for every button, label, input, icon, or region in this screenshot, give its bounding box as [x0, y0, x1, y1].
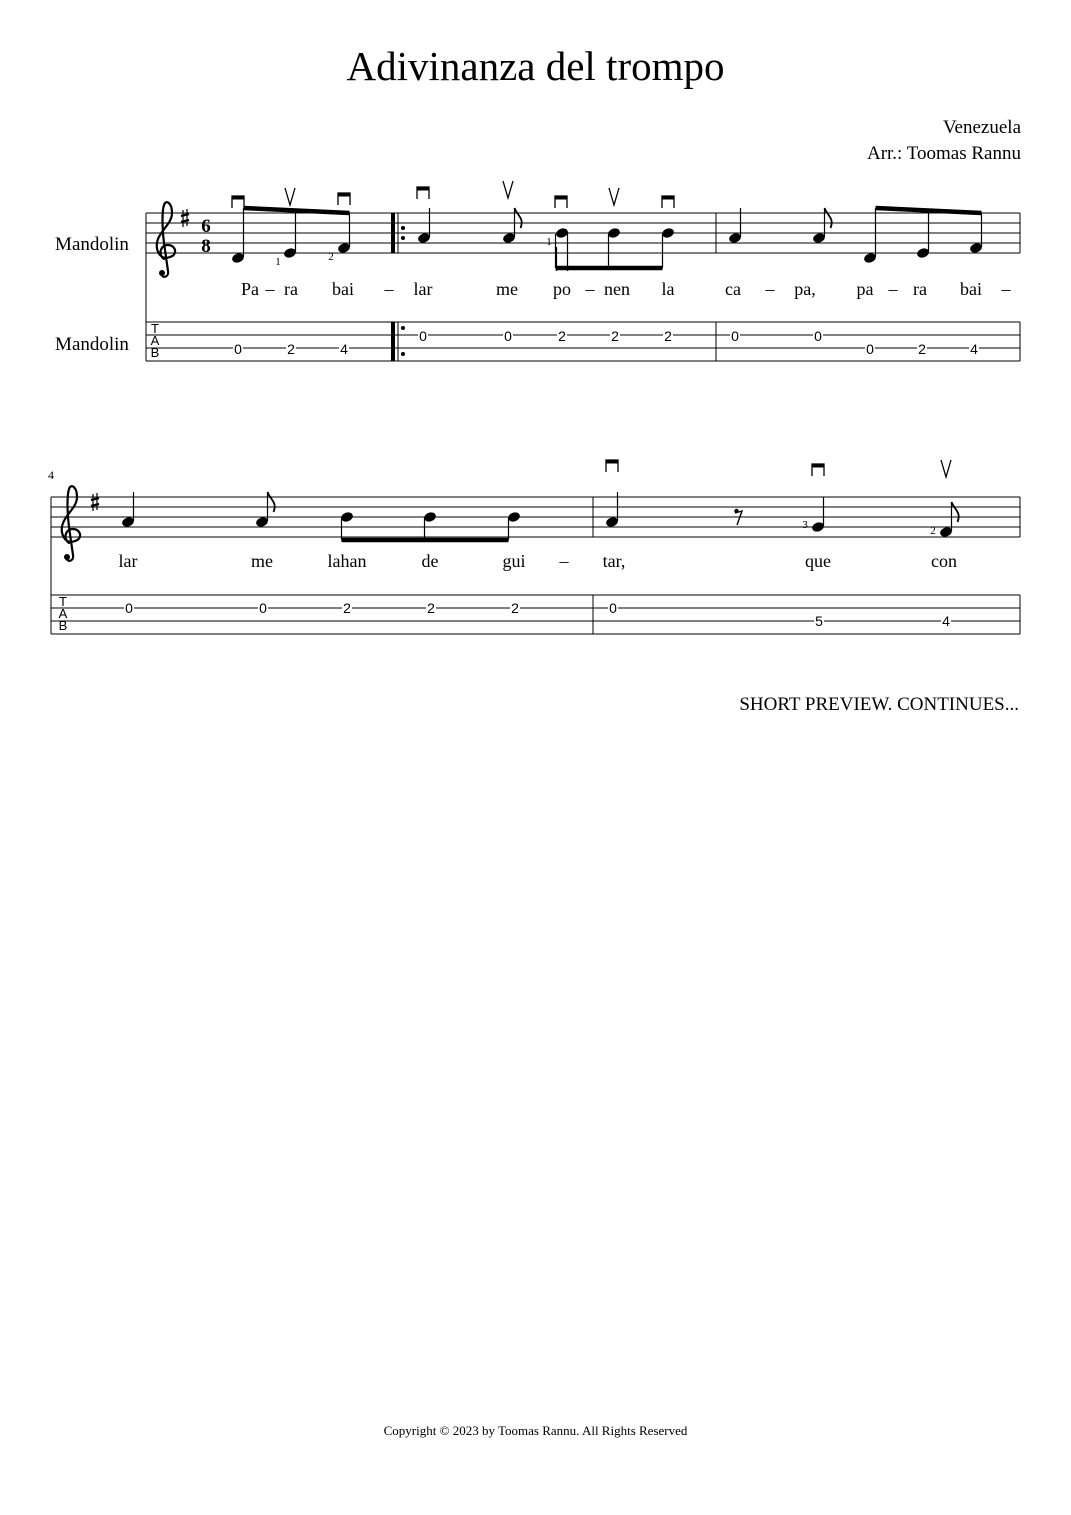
repeat-dot: [401, 226, 405, 230]
time-signature-numerator: 6: [201, 216, 211, 237]
down-bow-icon: [606, 460, 618, 472]
tab-number: 2: [511, 600, 519, 616]
lyric-syllable: lahan: [327, 551, 367, 571]
preview-note: SHORT PREVIEW. CONTINUES...: [739, 694, 1019, 715]
tab-number: 0: [259, 600, 267, 616]
tab-clef-t: T: [59, 594, 67, 609]
up-bow-icon: [941, 460, 951, 477]
lyric-hyphen: –: [559, 551, 569, 571]
copyright-notice: Copyright © 2023 by Toomas Rannu. All Rights Reserved: [383, 1423, 688, 1438]
lyric-syllable: ca: [725, 279, 741, 299]
page-title: Adivinanza del trompo: [346, 43, 725, 89]
lyric-hyphen: –: [765, 279, 775, 299]
lyric-syllable: pa,: [794, 279, 816, 299]
tab-number: 0: [504, 328, 512, 344]
time-signature-denominator: 8: [201, 236, 211, 257]
lyric-hyphen: –: [1001, 279, 1011, 299]
fingering: 2: [930, 525, 936, 537]
score: [0, 0, 1071, 700]
tab-number: 4: [970, 341, 978, 357]
tab-number: 0: [866, 341, 874, 357]
tab-number: 5: [815, 613, 823, 629]
up-bow-icon: [285, 188, 295, 205]
instrument-label-staff: Mandolin: [55, 234, 129, 255]
lyric-hyphen: –: [585, 279, 595, 299]
sharp-icon: [181, 209, 189, 227]
lyric-syllable: de: [421, 551, 439, 571]
composer-credit: Venezuela: [942, 117, 1021, 138]
measure-number: 4: [48, 468, 54, 482]
tab-number: 2: [664, 328, 672, 344]
note-flag: [268, 492, 275, 512]
down-bow-icon: [662, 196, 674, 208]
lyric-syllable: lar: [413, 279, 433, 299]
tab-number: 2: [611, 328, 619, 344]
tab-number: 2: [427, 600, 435, 616]
tab-number: 2: [343, 600, 351, 616]
down-bow-icon: [338, 193, 350, 205]
lyric-hyphen: –: [888, 279, 898, 299]
fingering: 1: [275, 256, 281, 268]
repeat-dot: [401, 236, 405, 240]
lyric-syllable: me: [496, 279, 518, 299]
tab-clef-a: A: [150, 333, 160, 348]
up-bow-icon: [609, 188, 619, 205]
lyric-syllable: tar,: [602, 551, 626, 571]
tab-number: 4: [340, 341, 348, 357]
tab-number: 0: [814, 328, 822, 344]
lyric-syllable: me: [251, 551, 273, 571]
tab-clef-b: B: [150, 345, 160, 360]
note-flag: [515, 208, 522, 228]
note-flag: [825, 208, 832, 228]
tab-number: 0: [234, 341, 242, 357]
lyric-syllable: ra: [284, 279, 298, 299]
fingering: 3: [802, 519, 808, 531]
beam: [876, 208, 982, 213]
lyric-syllable: nen: [604, 279, 630, 299]
up-bow-icon: [503, 181, 513, 198]
down-bow-icon: [555, 196, 567, 208]
tab-number: 2: [918, 341, 926, 357]
tab-number: 0: [609, 600, 617, 616]
tab-number: 2: [287, 341, 295, 357]
lyric-syllable: bai: [960, 279, 982, 299]
tab-clef-b: B: [58, 618, 68, 633]
tab-number: 0: [731, 328, 739, 344]
tab-clef-a: A: [58, 606, 68, 621]
lyric-hyphen: –: [265, 279, 275, 299]
arranger-credit: Arr.: Toomas Rannu: [866, 143, 1021, 164]
down-bow-icon: [232, 196, 244, 208]
lyric-syllable: lar: [118, 551, 138, 571]
lyric-syllable: con: [931, 551, 957, 571]
lyric-syllable: pa: [856, 279, 874, 299]
lyric-syllable: ra: [913, 279, 927, 299]
lyric-hyphen: –: [384, 279, 394, 299]
down-bow-icon: [812, 464, 824, 476]
tab-number: 2: [558, 328, 566, 344]
lyric-syllable: que: [805, 551, 831, 571]
repeat-dot: [401, 326, 405, 330]
fingering: 2: [328, 251, 334, 263]
tab-clef-t: T: [151, 321, 159, 336]
note-flag: [952, 502, 959, 522]
down-bow-icon: [417, 187, 429, 199]
lyric-syllable: la: [661, 279, 675, 299]
lyric-syllable: gui: [502, 551, 526, 571]
lyric-syllable: bai: [332, 279, 354, 299]
beam: [244, 208, 350, 213]
instrument-label-tab: Mandolin: [55, 334, 129, 355]
tab-number: 0: [419, 328, 427, 344]
lyric-syllable: po: [553, 279, 571, 299]
lyric-syllable: Pa: [241, 279, 259, 299]
sharp-icon: [91, 493, 99, 511]
tab-number: 0: [125, 600, 133, 616]
tab-number: 4: [942, 613, 950, 629]
fingering: 1: [546, 236, 552, 248]
repeat-dot: [401, 352, 405, 356]
